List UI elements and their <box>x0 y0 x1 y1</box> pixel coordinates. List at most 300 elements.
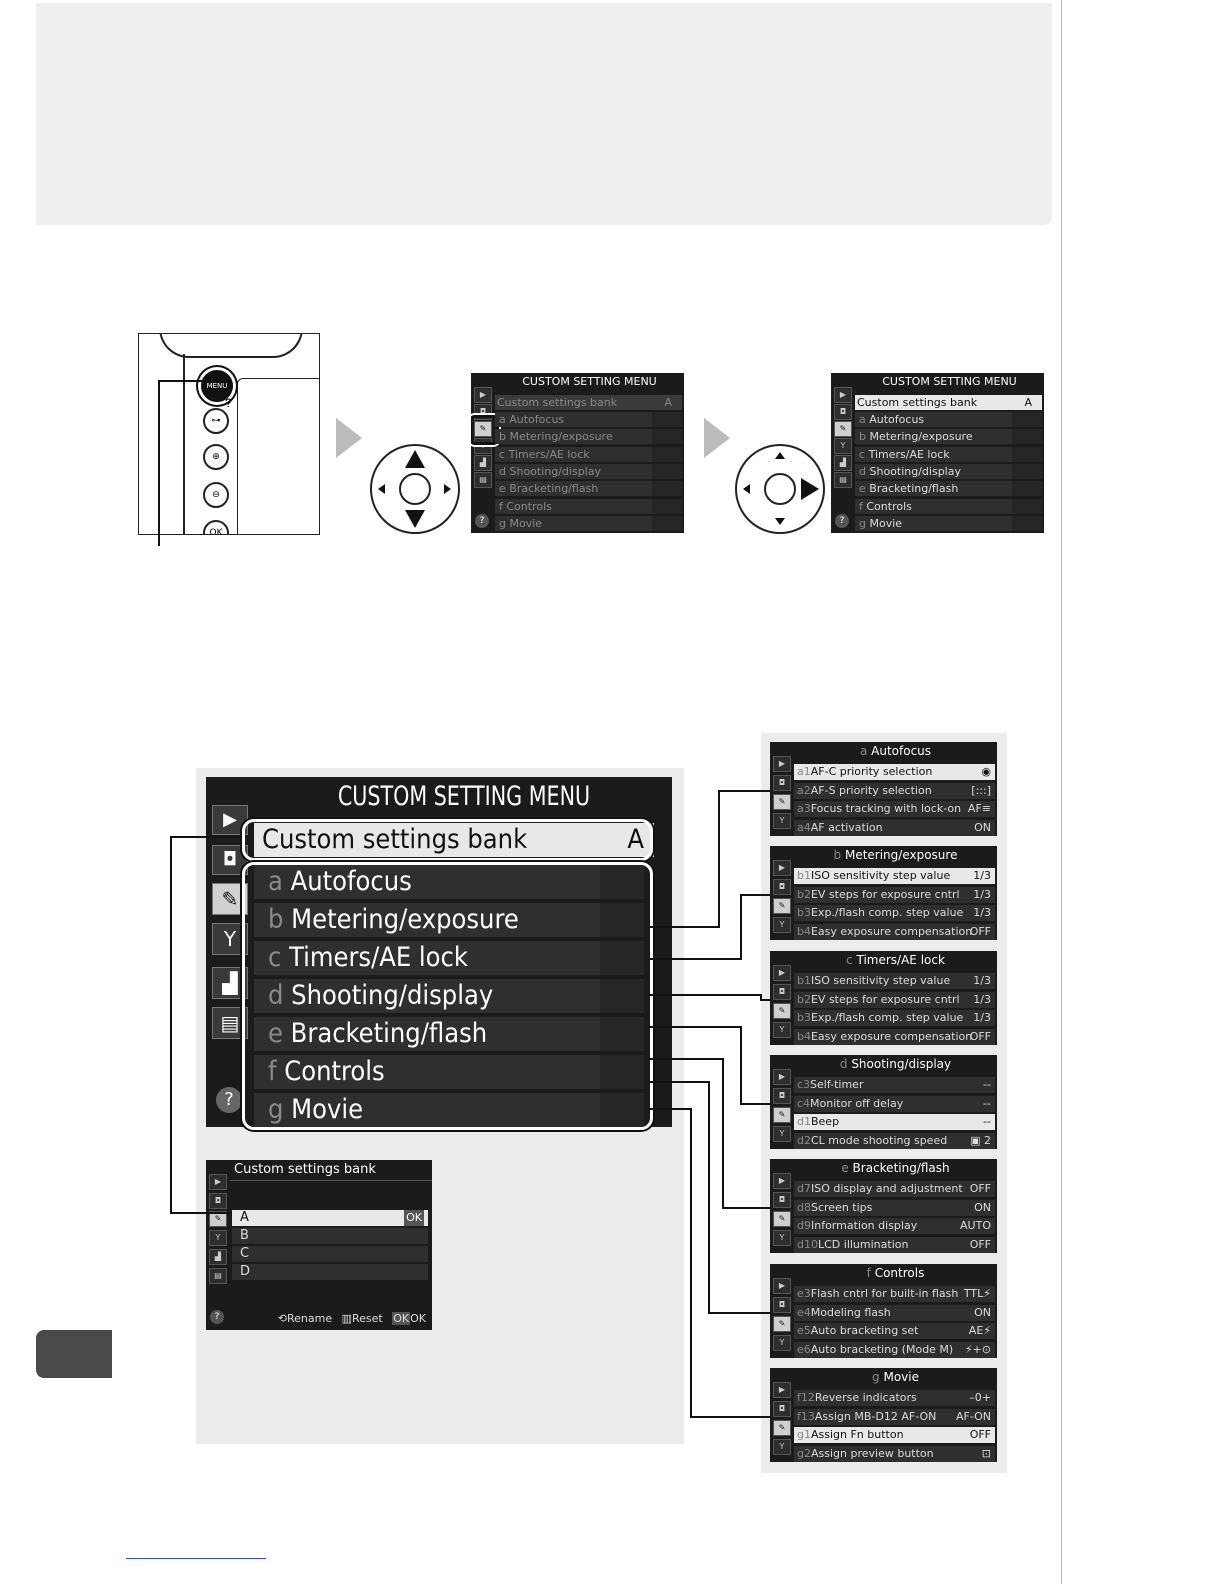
setup-tab-icon[interactable]: Y <box>474 438 492 454</box>
up-arrow-icon <box>405 450 425 468</box>
menu-button[interactable]: MENU <box>201 370 233 402</box>
leader-4-h1 <box>650 1058 722 1060</box>
trash-icon: ▥ <box>341 1312 353 1325</box>
leader-0-h2 <box>718 790 770 792</box>
submenu-panel-f <box>770 1264 997 1358</box>
leader-5-h2 <box>708 1312 770 1314</box>
playback-tab-icon[interactable]: ▶ <box>773 1382 791 1398</box>
big-lcd-title: CUSTOM SETTING MENU <box>337 781 591 812</box>
help-icon[interactable]: ? <box>210 1310 224 1324</box>
bank-row[interactable] <box>495 395 682 410</box>
playback-tab-icon[interactable]: ▶ <box>773 965 791 981</box>
leader-1-h2 <box>740 894 770 896</box>
row-value: ▣ 2 <box>970 1133 991 1147</box>
row-code: c4 <box>797 1096 811 1110</box>
help-icon[interactable]: ? <box>216 1087 242 1113</box>
left-arrow-icon <box>743 484 750 494</box>
row-value: –0+ <box>969 1391 991 1404</box>
leader-3-h2 <box>740 1103 770 1105</box>
row-value: ⊡ <box>981 1446 991 1460</box>
row-label: Screen tips <box>810 1200 873 1214</box>
item-value-cell <box>1012 464 1042 479</box>
row-label: Auto bracketing set <box>810 1324 919 1337</box>
up-arrow-icon <box>775 452 785 459</box>
bank-value: A <box>627 824 644 855</box>
row-code: b2 <box>797 887 811 901</box>
custom-tab-icon[interactable]: ✎ <box>773 1420 791 1436</box>
submenu-row-c4[interactable] <box>794 1096 995 1112</box>
retouch-tab-icon[interactable]: ▟ <box>209 1249 227 1265</box>
playback-tab-icon[interactable]: ▶ <box>773 860 791 876</box>
submenu-row-d8[interactable] <box>794 1200 995 1216</box>
leader-6-h1 <box>650 1108 690 1110</box>
menu-item-g[interactable] <box>495 516 682 531</box>
row-code: b2 <box>797 992 811 1006</box>
shooting-tab-icon[interactable]: ◘ <box>773 984 791 1000</box>
custom-tab-icon[interactable]: ✎ <box>212 883 248 915</box>
row-code: e6 <box>797 1342 811 1356</box>
menu-item-b[interactable] <box>855 429 1042 444</box>
row-code: a4 <box>797 820 811 834</box>
submenu-row-b3[interactable] <box>794 905 995 921</box>
row-value: 1/3 <box>973 869 991 882</box>
item-value-cell <box>652 499 682 514</box>
item-letter: c <box>268 942 282 973</box>
custom-tab-icon[interactable]: ✎ <box>773 1107 791 1123</box>
setup-tab-icon[interactable]: Y <box>834 438 852 454</box>
row-code: b4 <box>797 924 811 938</box>
item-letter: a <box>859 413 866 426</box>
custom-tab-icon[interactable]: ✎ <box>834 421 852 437</box>
row-label: Modeling flash <box>810 1305 891 1319</box>
custom-tab-icon[interactable]: ✎ <box>773 1316 791 1332</box>
bank-leader-v <box>170 836 172 1214</box>
camera-viewfinder-outline <box>159 333 303 358</box>
bank-row[interactable] <box>855 395 1042 410</box>
row-value: 1/3 <box>973 887 991 901</box>
item-label: Metering/exposure <box>509 430 613 444</box>
item-value-cell <box>652 447 682 462</box>
menu-item-d[interactable] <box>495 464 682 479</box>
submenu-row-f12[interactable] <box>794 1390 995 1406</box>
item-label: Movie <box>291 1094 364 1125</box>
item-label: Timers/AE lock <box>289 942 468 973</box>
submenu-row-b1[interactable] <box>794 973 995 989</box>
row-value: AE⚡ <box>968 1324 991 1337</box>
item-letter: d <box>499 464 506 478</box>
leader-0-v <box>718 790 720 928</box>
submenu-title: f Controls <box>866 1266 925 1280</box>
menu-item-e[interactable] <box>855 481 1042 496</box>
item-value-cell <box>652 429 682 444</box>
leader-5-h1 <box>650 1081 708 1083</box>
row-label: CL mode shooting speed <box>810 1133 948 1147</box>
item-value-cell <box>1012 412 1042 427</box>
custom-tab-icon[interactable]: ✎ <box>773 1211 791 1227</box>
playback-tab-icon[interactable]: ▶ <box>773 1173 791 1189</box>
row-label: Exp./flash comp. step value <box>810 1011 964 1024</box>
shooting-tab-icon[interactable]: ◘ <box>773 879 791 895</box>
leader-6-h2 <box>690 1416 770 1418</box>
shooting-tab-icon[interactable]: ◘ <box>834 404 852 420</box>
submenu-row-e6[interactable] <box>794 1342 995 1358</box>
zoom-out-button[interactable]: ⊖ <box>203 482 229 508</box>
bank-value: A <box>664 396 672 409</box>
submenu-row-e4[interactable] <box>794 1305 995 1321</box>
row-code: e4 <box>797 1305 811 1319</box>
footer-link-underline <box>126 1558 266 1559</box>
row-label: AF-C priority selection <box>810 765 933 778</box>
row-label: Monitor off delay <box>810 1096 904 1110</box>
row-code: b4 <box>797 1029 811 1043</box>
ok-button[interactable]: OK <box>203 520 229 535</box>
row-value: OFF <box>969 1029 991 1043</box>
menu-item-e[interactable] <box>495 481 682 496</box>
row-code: b1 <box>797 974 811 987</box>
bank-label: Custom settings bank <box>262 824 528 855</box>
submenu-row-a4[interactable] <box>794 820 995 836</box>
camera-back-illustration <box>138 333 320 535</box>
menu-button-leader-v <box>158 380 160 546</box>
shooting-tab-icon[interactable]: ◘ <box>209 1193 227 1209</box>
playback-tab-icon[interactable]: ▶ <box>474 387 492 403</box>
submenu-title: d Shooting/display <box>839 1057 952 1071</box>
item-label: Shooting/display <box>291 980 494 1011</box>
row-value: ON <box>974 820 991 834</box>
multi-selector-right[interactable] <box>735 444 825 534</box>
shooting-tab-icon[interactable]: ◘ <box>773 775 791 791</box>
row-value: TTL⚡ <box>963 1287 991 1300</box>
row-label: Assign Fn button <box>810 1428 904 1441</box>
menu-item-d[interactable] <box>855 464 1042 479</box>
multi-selector-updown[interactable] <box>370 444 460 534</box>
row-value: [:::] <box>971 783 991 797</box>
row-label: LCD illumination <box>817 1237 909 1251</box>
item-letter: f <box>268 1056 277 1087</box>
item-label: Shooting/display <box>509 464 601 478</box>
submenu-row-d9[interactable] <box>794 1218 995 1234</box>
submenu-row-g1[interactable] <box>794 1427 995 1443</box>
submenu-row-d7[interactable] <box>794 1181 995 1197</box>
row-value: OFF <box>969 924 991 938</box>
bank-option-c[interactable] <box>232 1246 428 1262</box>
bank-screen-title: Custom settings bank <box>234 1162 376 1177</box>
item-letter: e <box>859 482 866 496</box>
row-value: -- <box>983 1115 991 1128</box>
shooting-tab-icon[interactable]: ◘ <box>773 1297 791 1313</box>
submenu-row-d1[interactable] <box>794 1114 995 1130</box>
menu-item-a[interactable] <box>495 412 682 427</box>
setup-tab-icon[interactable]: Y <box>212 923 248 955</box>
row-label: EV steps for exposure cntrl <box>810 887 960 901</box>
item-letter: d <box>268 980 284 1011</box>
submenu-panel-c <box>770 951 997 1045</box>
playback-tab-icon[interactable]: ▶ <box>773 1069 791 1085</box>
row-code: b1 <box>797 869 811 882</box>
row-code: b3 <box>797 1011 811 1024</box>
row-code: a2 <box>797 783 811 797</box>
item-label: Shooting/display <box>869 464 961 478</box>
submenu-row-a1[interactable] <box>794 764 995 780</box>
lcd-menu-bank-selected <box>831 373 1044 533</box>
shooting-tab-icon[interactable]: ◘ <box>474 404 492 420</box>
bank-option-label: C <box>240 1246 250 1261</box>
leader-3-h1 <box>650 1026 740 1028</box>
menu-item-f[interactable] <box>855 499 1042 514</box>
down-arrow-icon <box>405 510 425 528</box>
leader-6-v <box>690 1108 692 1418</box>
item-letter: a <box>499 413 506 426</box>
camera-monitor-outline <box>237 378 320 535</box>
submenu-title: a Autofocus <box>859 744 932 758</box>
step-arrow-1 <box>336 418 362 458</box>
menu-button-leader <box>158 380 202 382</box>
help-mark: ? <box>225 396 232 410</box>
bank-option-d[interactable] <box>232 1264 428 1280</box>
menu-item-g[interactable] <box>855 516 1042 531</box>
item-label: Timers/AE lock <box>868 447 950 461</box>
setup-tab-icon[interactable]: Y <box>773 1022 791 1038</box>
submenu-row-b4[interactable] <box>794 924 995 940</box>
rotate-icon: ⟲ <box>277 1312 287 1325</box>
right-arrow-icon <box>444 484 451 494</box>
submenu-row-g2[interactable] <box>794 1446 995 1462</box>
submenu-panel-e <box>770 1159 997 1253</box>
reset-hint: Reset <box>352 1312 383 1325</box>
submenu-row-d2[interactable] <box>794 1133 995 1149</box>
menu-item-c[interactable] <box>855 447 1042 462</box>
bank-leader-h2 <box>170 1212 232 1214</box>
row-value: 1/3 <box>973 992 991 1006</box>
item-value-cell <box>1012 481 1042 496</box>
setup-tab-icon[interactable]: Y <box>773 813 791 829</box>
row-code: d2 <box>797 1133 811 1147</box>
submenu-title: g Movie <box>872 1370 919 1384</box>
row-code: d10 <box>797 1237 818 1251</box>
submenu-row-e3[interactable] <box>794 1286 995 1302</box>
playback-tab-icon[interactable]: ▶ <box>773 1278 791 1294</box>
recent-tab-icon[interactable]: ▤ <box>209 1268 227 1284</box>
playback-tab-icon[interactable]: ▶ <box>834 387 852 403</box>
zoom-in-button[interactable]: ⊕ <box>203 444 229 470</box>
submenu-row-b2[interactable] <box>794 992 995 1008</box>
item-label: Autofocus <box>290 866 412 897</box>
shooting-tab-icon[interactable]: ◘ <box>773 1192 791 1208</box>
recent-tab-icon[interactable]: ▤ <box>212 1007 248 1039</box>
bank-option-label: B <box>240 1228 249 1243</box>
rename-hint: Rename <box>286 1312 333 1325</box>
setup-tab-icon[interactable]: Y <box>773 1335 791 1351</box>
multi-selector-center-2 <box>764 473 796 505</box>
retouch-tab-icon[interactable]: ▟ <box>474 455 492 471</box>
submenu-row-d10[interactable] <box>794 1237 995 1253</box>
menu-item-b[interactable] <box>495 429 682 444</box>
submenu-row-a3[interactable] <box>794 801 995 817</box>
item-letter: g <box>859 516 866 530</box>
recent-tab-icon[interactable]: ▤ <box>474 472 492 488</box>
row-value: 1/3 <box>973 974 991 987</box>
row-code: c3 <box>797 1078 811 1091</box>
leader-1-v <box>740 894 742 960</box>
item-label: Bracketing/flash <box>509 482 599 496</box>
custom-tab-icon[interactable]: ✎ <box>773 898 791 914</box>
row-label: Reverse indicators <box>814 1391 917 1404</box>
retouch-tab-icon[interactable]: ▟ <box>212 967 248 999</box>
ok-button-icon: OK <box>393 1312 410 1325</box>
playback-tab-icon[interactable]: ▶ <box>773 756 791 772</box>
submenu-row-c3[interactable] <box>794 1077 995 1093</box>
shooting-tab-icon[interactable]: ◘ <box>773 1088 791 1104</box>
multi-selector-center <box>399 473 431 505</box>
submenu-row-a2[interactable] <box>794 783 995 799</box>
leader-4-h2 <box>722 1207 770 1209</box>
row-label: Exp./flash comp. step value <box>810 906 964 919</box>
submenu-panel-d <box>770 1055 997 1149</box>
row-label: Assign MB-D12 AF-ON <box>814 1409 937 1423</box>
leader-4-v <box>722 1058 724 1209</box>
row-code: f13 <box>797 1409 815 1423</box>
item-label: Controls <box>866 499 912 513</box>
custom-tab-icon[interactable]: ✎ <box>209 1211 227 1227</box>
row-label: Auto bracketing (Mode M) <box>810 1342 954 1356</box>
bank-label: Custom settings bank <box>857 396 978 409</box>
left-arrow-icon <box>378 484 385 494</box>
item-letter: f <box>859 499 863 513</box>
row-code: g2 <box>797 1446 811 1460</box>
row-label: Easy exposure compensation <box>810 924 973 938</box>
lcd-title: CUSTOM SETTING MENU <box>522 375 657 388</box>
submenu-panel-g <box>770 1368 997 1462</box>
item-letter: g <box>499 516 506 530</box>
item-value-cell <box>1012 447 1042 462</box>
item-value-cell <box>1012 516 1042 531</box>
row-code: g1 <box>797 1428 811 1441</box>
row-code: d1 <box>797 1115 811 1128</box>
row-code: d7 <box>797 1182 811 1195</box>
row-value: AF-ON <box>955 1409 991 1423</box>
row-label: ISO display and adjustment <box>810 1182 963 1195</box>
row-label: AF activation <box>810 820 883 834</box>
menu-item-a[interactable] <box>855 412 1042 427</box>
custom-tab-icon[interactable]: ✎ <box>773 794 791 810</box>
item-letter: e <box>268 1018 283 1049</box>
row-code: a3 <box>797 802 811 815</box>
bank-leader-h1 <box>170 836 242 838</box>
item-letter: g <box>268 1094 284 1125</box>
item-label: Movie <box>509 516 543 530</box>
row-value: ⚡+⊙ <box>964 1342 991 1356</box>
item-label: Controls <box>284 1056 385 1087</box>
submenu-row-e5[interactable] <box>794 1323 995 1339</box>
recent-tab-icon[interactable]: ▤ <box>834 472 852 488</box>
ok-badge: OK <box>406 1211 422 1224</box>
row-code: d9 <box>797 1219 811 1232</box>
row-code: b3 <box>797 906 811 919</box>
item-letter: c <box>859 447 866 461</box>
item-letter: f <box>499 499 503 513</box>
menu-item-c[interactable] <box>495 447 682 462</box>
submenu-row-b2[interactable] <box>794 887 995 903</box>
row-label: EV steps for exposure cntrl <box>810 992 960 1006</box>
item-label: Timers/AE lock <box>508 447 590 461</box>
item-label: Movie <box>869 516 903 530</box>
step-arrow-2 <box>704 418 730 458</box>
bank-option-label: D <box>240 1264 251 1279</box>
submenu-panel-b <box>770 846 997 940</box>
item-letter: b <box>499 430 506 444</box>
setup-tab-icon[interactable]: Y <box>773 1126 791 1142</box>
row-value: -- <box>983 1078 991 1091</box>
row-label: ISO sensitivity step value <box>810 869 951 882</box>
bank-option-a[interactable] <box>232 1210 428 1226</box>
item-letter: e <box>499 482 506 496</box>
setup-tab-icon[interactable]: Y <box>773 1230 791 1246</box>
submenu-row-b3[interactable] <box>794 1010 995 1026</box>
row-label: AF-S priority selection <box>810 783 932 797</box>
item-label: Bracketing/flash <box>869 482 959 496</box>
submenu-title: b Metering/exposure <box>833 848 958 862</box>
item-value-cell <box>652 481 682 496</box>
protect-key-button[interactable]: ⊶ <box>203 408 229 434</box>
item-letter: b <box>859 430 866 444</box>
chapter-side-tab <box>36 1330 112 1378</box>
leader-0-h1 <box>650 926 718 928</box>
submenu-title: e Bracketing/flash <box>841 1161 950 1175</box>
item-letter: c <box>499 447 506 461</box>
row-value: -- <box>983 1096 991 1110</box>
item-value-cell <box>652 464 682 479</box>
submenu-row-b1[interactable] <box>794 868 995 884</box>
title-divider <box>230 1180 432 1181</box>
playback-tab-icon[interactable]: ▶ <box>209 1174 227 1190</box>
leader-5-v <box>708 1081 710 1314</box>
bank-option-b[interactable] <box>232 1228 428 1244</box>
custom-tab-icon[interactable]: ✎ <box>474 421 492 437</box>
shooting-tab-icon[interactable]: ◘ <box>212 845 248 875</box>
setup-tab-icon[interactable]: Y <box>773 917 791 933</box>
row-value: AUTO <box>960 1219 991 1232</box>
item-letter: b <box>268 904 284 935</box>
row-code: e3 <box>797 1287 811 1300</box>
row-label: Assign preview button <box>810 1446 934 1460</box>
submenu-panel-a <box>770 742 997 836</box>
help-icon[interactable]: ? <box>475 514 489 528</box>
shooting-tab-icon[interactable]: ◘ <box>773 1401 791 1417</box>
help-icon[interactable]: ? <box>835 514 849 528</box>
custom-tab-icon[interactable]: ✎ <box>773 1003 791 1019</box>
setup-tab-icon[interactable]: Y <box>773 1439 791 1455</box>
submenu-row-b4[interactable] <box>794 1029 995 1045</box>
item-value-cell <box>1012 499 1042 514</box>
retouch-tab-icon[interactable]: ▟ <box>834 455 852 471</box>
row-label: Flash cntrl for built-in flash <box>810 1287 959 1300</box>
playback-tab-icon[interactable]: ▶ <box>212 805 248 835</box>
row-value: ON <box>974 1200 991 1214</box>
row-value: OFF <box>969 1428 991 1441</box>
bank-option-label: A <box>240 1210 249 1225</box>
leader-3-v <box>740 1026 742 1105</box>
bank-value: A <box>1024 396 1032 409</box>
menu-item-f[interactable] <box>495 499 682 514</box>
row-value: AF≡ <box>967 802 991 815</box>
submenu-row-f13[interactable] <box>794 1409 995 1425</box>
setup-tab-icon[interactable]: Y <box>209 1230 227 1246</box>
row-value: OFF <box>969 1237 991 1251</box>
bank-screen-footer <box>278 1312 426 1325</box>
row-label: Information display <box>810 1219 918 1232</box>
page-edge-rule <box>1061 0 1062 1584</box>
row-value: ON <box>974 1305 991 1319</box>
